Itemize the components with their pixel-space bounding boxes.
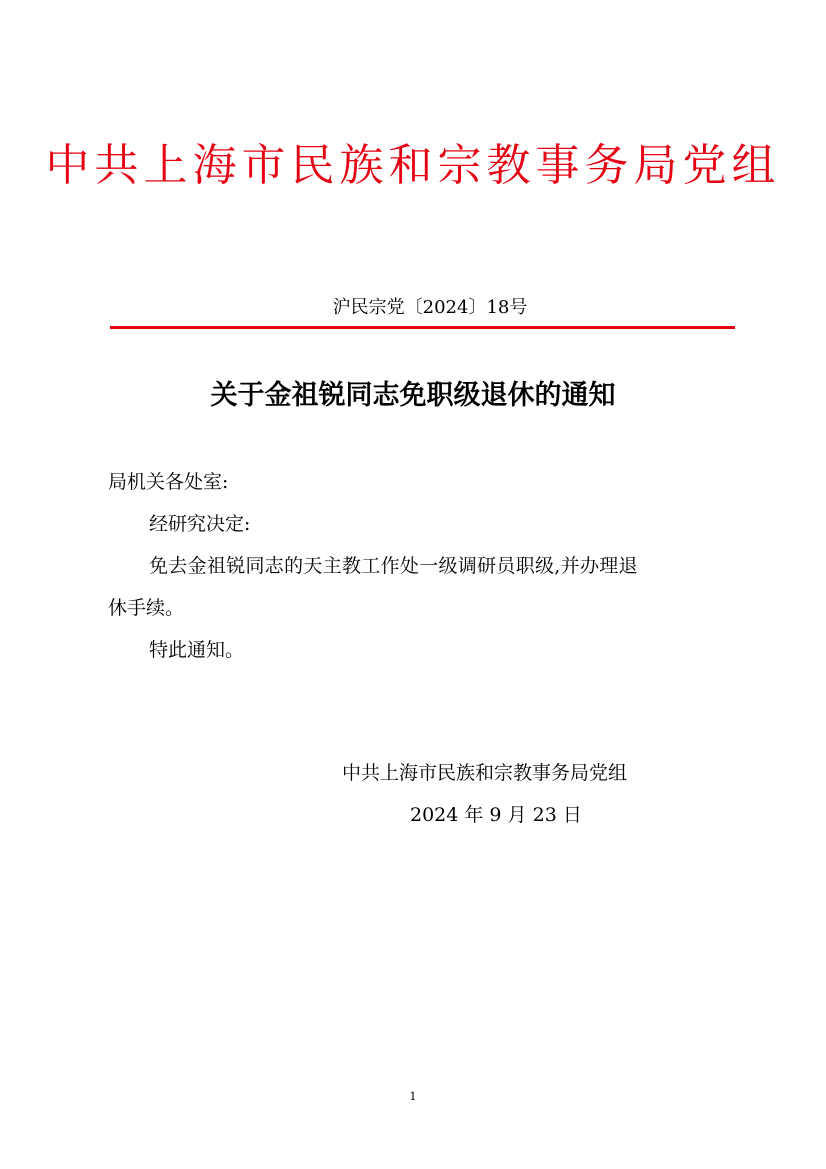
signature-org: 中共上海市民族和宗教事务局党组 — [342, 762, 628, 784]
body-paragraph-content: 免去金祖锐同志的天主教工作处一级调研员职级,并办理退 — [149, 555, 638, 577]
red-separator-line — [110, 326, 735, 329]
issuing-org-header: 中共上海市民族和宗教事务局党组 — [45, 140, 781, 191]
signature-date: 2024 年 9 月 23 日 — [410, 804, 582, 826]
document-title: 关于金祖锐同志免职级退休的通知 — [210, 380, 616, 411]
body-paragraph-decision: 经研究决定: — [149, 513, 251, 535]
salutation: 局机关各处室: — [108, 471, 229, 493]
page-number: 1 — [409, 1090, 417, 1103]
body-paragraph-closing: 特此通知。 — [149, 639, 245, 661]
document-number: 沪民宗党〔2024〕18号 — [332, 297, 528, 318]
body-paragraph-content-continued: 休手续。 — [108, 597, 185, 619]
